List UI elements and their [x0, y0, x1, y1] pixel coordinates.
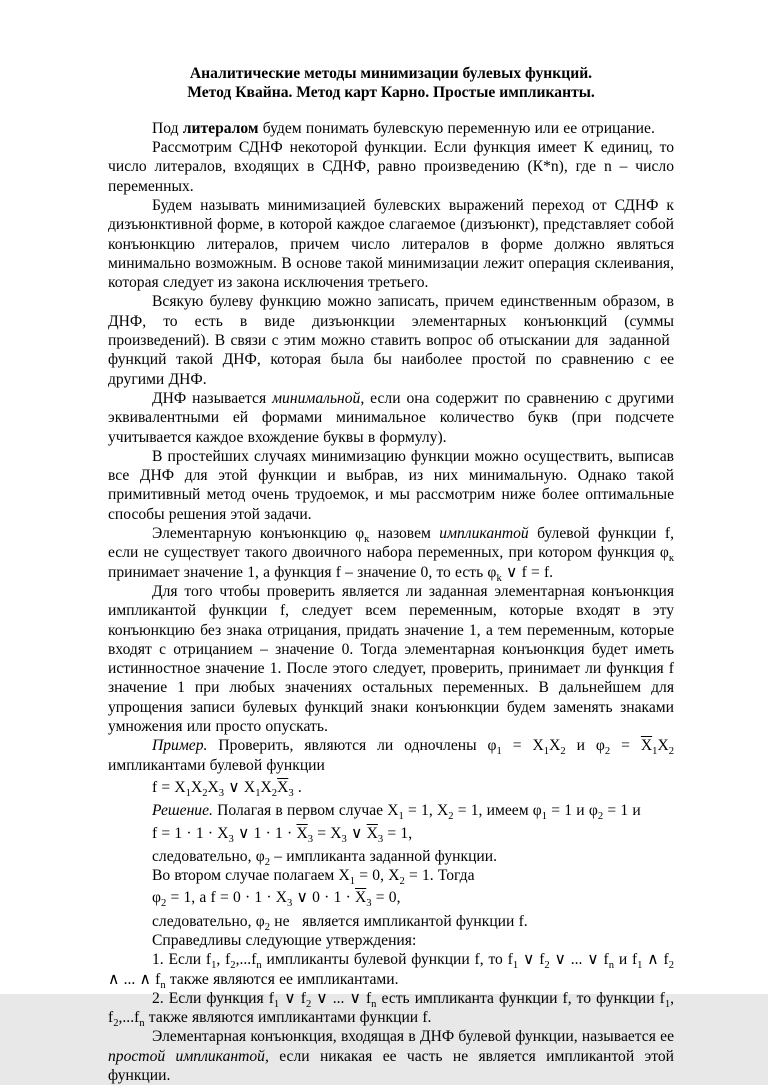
text-run: 2	[264, 856, 271, 868]
text-run: булевой функции f, если не существует такого двоичного набора переменных, при котором функция φ	[108, 525, 674, 562]
text-run: $\overline{X}$	[640, 737, 653, 755]
text-run: импликанты булевой функции f, то f	[261, 951, 513, 969]
text-run: 2	[113, 1018, 119, 1030]
text-run: 2	[271, 788, 278, 800]
text-run: 1	[349, 876, 356, 888]
para-minimization-definition	[108, 196, 674, 292]
para-implicant-definition	[108, 524, 674, 582]
text-run: минимальной,	[272, 389, 365, 407]
text-run: 2	[161, 898, 167, 910]
text-run: Полагая в первом случае X	[212, 802, 399, 820]
text-run: ∨ f	[518, 951, 545, 969]
text-run: 1. Если f	[152, 951, 212, 969]
text-run: $\overline{X}$	[296, 824, 308, 842]
text-run: k	[496, 572, 502, 584]
text-run: n	[139, 1018, 145, 1030]
text-run: не является импликантой функции f.	[270, 912, 528, 930]
text-run: будем понимать булевскую переменную или ее отрицание.	[258, 119, 655, 137]
text-run: ДНФ называется	[152, 389, 273, 407]
para-case1-conclusion	[108, 847, 674, 866]
text-run: 2	[604, 746, 611, 758]
text-run: 3	[288, 788, 294, 800]
text-run: если никакая ее часть не является импликантой этой функции.	[108, 1047, 675, 1085]
text-run: следовательно, φ	[152, 912, 265, 930]
text-run: 3	[366, 898, 372, 910]
para-dnf-form	[108, 292, 674, 388]
text-run: $\overline{X}$	[366, 824, 378, 842]
text-run: если она содержит по сравнению с другими эквивалентными ей формами минимальное количество букв (при подсчете учитывается каждое вхождение буквы в формулу).	[108, 389, 675, 446]
formula-function-f	[108, 778, 674, 800]
formula-case1	[108, 824, 674, 843]
text-run: импликантами булевой функции	[108, 756, 325, 774]
text-run: φ	[152, 889, 161, 907]
text-run: Всякую булеву функцию можно записать, причем единственным образом, в ДНФ, то есть в виде дизъюнкции элементарных конъюнкций (суммы произведений). В связи с этим можно ставить вопрос об отыскании для заданной функций такой ДНФ, которая была бы наиболее простой по сравнению с ее другими ДНФ.	[108, 293, 674, 388]
text-run: – импликанта заданной функции.	[270, 847, 498, 865]
text-run: 1	[541, 811, 548, 823]
text-run: = 1 и	[603, 802, 641, 820]
text-run: 1	[664, 998, 671, 1010]
text-run: Элементарную конъюнкцию φ	[152, 525, 365, 543]
text-run: следовательно, φ	[152, 847, 265, 865]
text-run: Проверить, являются ли одночлены φ	[207, 737, 497, 755]
text-run: также являются ее импликантами.	[165, 970, 399, 988]
text-run: к	[364, 534, 370, 546]
text-run: = 1,	[383, 824, 413, 842]
text-run: 2. Если функция f	[152, 989, 274, 1007]
text-run: импликантой	[439, 525, 529, 543]
text-run: 3	[341, 833, 347, 845]
text-run: Для того чтобы проверить является ли заданная элементарная конъюнкция импликантой функции f, следует всем переменным, которые входят в эту конъюнкцию без знака отрицания, придать значение 1, а тем переменным, которые входят с отрицанием – значение 0. Тогда элементарная конъюнкция будет иметь истинностное значение 1. После этого следует, проверить, принимает ли функция f значение 1 при любых значениях остальных переменных. В дальнейшем для упрощения записи булевых функций знаки конъюнкции будем заменять знаками умножения или просто опускать.	[108, 582, 674, 736]
text-run: 3	[377, 833, 384, 845]
text-run: 2	[668, 746, 674, 758]
text-run: ∧ ... ∧ f	[108, 970, 161, 988]
text-run: 2	[668, 960, 675, 972]
para-case2	[108, 866, 674, 888]
text-run: В простейших случаях минимизацию функции можно осуществить, выписав все ДНФ для этой функции и выбрав, из них минимальную. Однако такой примитивный метод очень трудоемок, и мы рассмотрим ниже более оптимальные способы решения этой задачи.	[108, 447, 674, 523]
para-implicant-check	[108, 582, 674, 736]
text-run: n	[371, 998, 377, 1010]
text-run: 2	[305, 998, 312, 1010]
text-run: 1	[543, 746, 550, 758]
text-run: Элементарная конъюнкция, входящая в ДНФ булевой функции, называется ее	[152, 1028, 674, 1046]
text-run: Под	[152, 119, 183, 137]
text-run: Будем называть минимизацией булевских выражений переход от СДНФ к дизъюнктивной форме, в которой каждое слагаемое (дизъюнкт), представляет собой конъюнкцию литералов, причем число литералов в форме должно являться минимально возможным. В основе такой минимизации лежит операция склеивания, которая следует из закона исключения третьего.	[108, 197, 674, 292]
text-run: Во втором случае полагаем X	[152, 867, 350, 885]
text-run: 3	[287, 898, 293, 910]
text-run: = 0,	[371, 889, 401, 907]
text-run: принимает значение 1, а функция f – значение 0, то есть φ	[108, 563, 497, 581]
para-case2-conclusion	[108, 912, 674, 931]
para-minimal-dnf	[108, 389, 674, 447]
text-run: 2	[448, 811, 454, 823]
text-run: есть импликанта функции f, то функции f	[376, 989, 665, 1007]
text-run: 2	[202, 788, 208, 800]
para-statements-heading	[108, 931, 674, 950]
para-prime-implicant-definition	[108, 1027, 674, 1085]
text-run: ∧ f	[642, 951, 669, 969]
text-run: 1	[255, 788, 261, 800]
text-run: Справедливы следующие утверждения:	[152, 931, 417, 949]
text-run: = 1. Тогда	[404, 867, 475, 885]
text-run: = 1 и φ	[547, 802, 598, 820]
text-run: также являются импликантами функции f.	[144, 1009, 432, 1027]
text-run: X	[190, 778, 203, 796]
text-run: Решение.	[152, 802, 213, 820]
text-run: 1	[496, 746, 502, 758]
text-run: ∨ 0 · 1 ·	[292, 889, 355, 907]
text-run: .	[293, 778, 302, 796]
para-statement-2	[108, 989, 674, 1028]
text-run: n	[160, 979, 166, 991]
para-statement-1	[108, 950, 674, 989]
text-run: 3	[218, 788, 225, 800]
text-run: = X	[501, 737, 544, 755]
text-run: к	[668, 553, 674, 565]
text-run: n	[608, 960, 614, 972]
text-run: X	[657, 737, 669, 755]
text-run: Пример.	[152, 737, 208, 755]
text-run: $\overline{X}$	[355, 889, 367, 907]
para-naive-method	[108, 447, 674, 524]
text-run: 2	[399, 876, 405, 888]
text-run: 1	[211, 960, 217, 972]
text-run: n	[256, 960, 262, 972]
text-run: литералом	[182, 119, 259, 137]
text-run: f = 1 · 1 · X	[152, 824, 229, 842]
para-solution-case1	[108, 801, 674, 823]
text-run: 2	[597, 811, 604, 823]
text-run: 1	[652, 746, 658, 758]
document-title	[108, 64, 674, 103]
text-run: X	[207, 778, 219, 796]
text-run: = 1, а f = 0 · 1 · X	[166, 889, 288, 907]
text-run: 1	[185, 788, 191, 800]
para-example	[108, 736, 674, 775]
text-run: ∨	[346, 824, 367, 842]
text-run: ∨ ... ∨ f	[311, 989, 372, 1007]
text-run: $\overline{X}$	[277, 778, 289, 796]
text-run: 2	[544, 960, 550, 972]
formula-case2	[108, 888, 674, 910]
text-run: ∨ X	[224, 778, 256, 796]
title-line-1: Аналитические методы минимизации булевых функций.	[189, 65, 593, 82]
para-literal-definition	[108, 119, 674, 138]
text-run: 1	[637, 960, 643, 972]
text-run: 1	[512, 960, 519, 972]
text-run: ,...f	[118, 1009, 140, 1027]
text-run: = 1, имеем φ	[453, 802, 542, 820]
text-run: ∨ f = f.	[501, 563, 554, 581]
text-run: назовем	[369, 525, 440, 543]
text-run: 1	[273, 998, 280, 1010]
text-run: 2	[230, 960, 236, 972]
text-run: X	[260, 778, 272, 796]
text-run: и f	[614, 951, 638, 969]
text-run: , f	[216, 951, 231, 969]
text-run: ∨ 1 · 1 ·	[233, 824, 297, 842]
page-content	[108, 64, 674, 1085]
text-run: = 0, X	[355, 867, 400, 885]
text-run: f = X	[152, 778, 186, 796]
text-run: ∨ f	[279, 989, 306, 1007]
text-run: X	[549, 737, 561, 755]
text-run: простой импликантой,	[108, 1047, 269, 1065]
text-run: 1	[398, 811, 404, 823]
text-run: 2	[264, 921, 271, 933]
para-sdnf-count	[108, 138, 674, 196]
text-run: и φ	[565, 737, 605, 755]
title-line-2: Метод Квайна. Метод карт Карно. Простые импликанты.	[187, 84, 595, 102]
text-run: , f	[108, 989, 675, 1027]
text-run: 3	[307, 833, 314, 845]
text-run: = 1, X	[403, 802, 449, 820]
text-run: ∨ ... ∨ f	[549, 951, 609, 969]
text-run: ,...f	[235, 951, 257, 969]
text-run: 2	[560, 746, 566, 758]
text-run: Рассмотрим СДНФ некоторой функции. Если функция имеет К единиц, то число литералов, входящих в СДНФ, равно произведению (К*n), где n – число переменных.	[108, 139, 674, 195]
document-body	[108, 119, 674, 1085]
text-run: 3	[228, 833, 234, 845]
text-run: =	[610, 737, 641, 755]
text-run: = X	[313, 824, 342, 842]
